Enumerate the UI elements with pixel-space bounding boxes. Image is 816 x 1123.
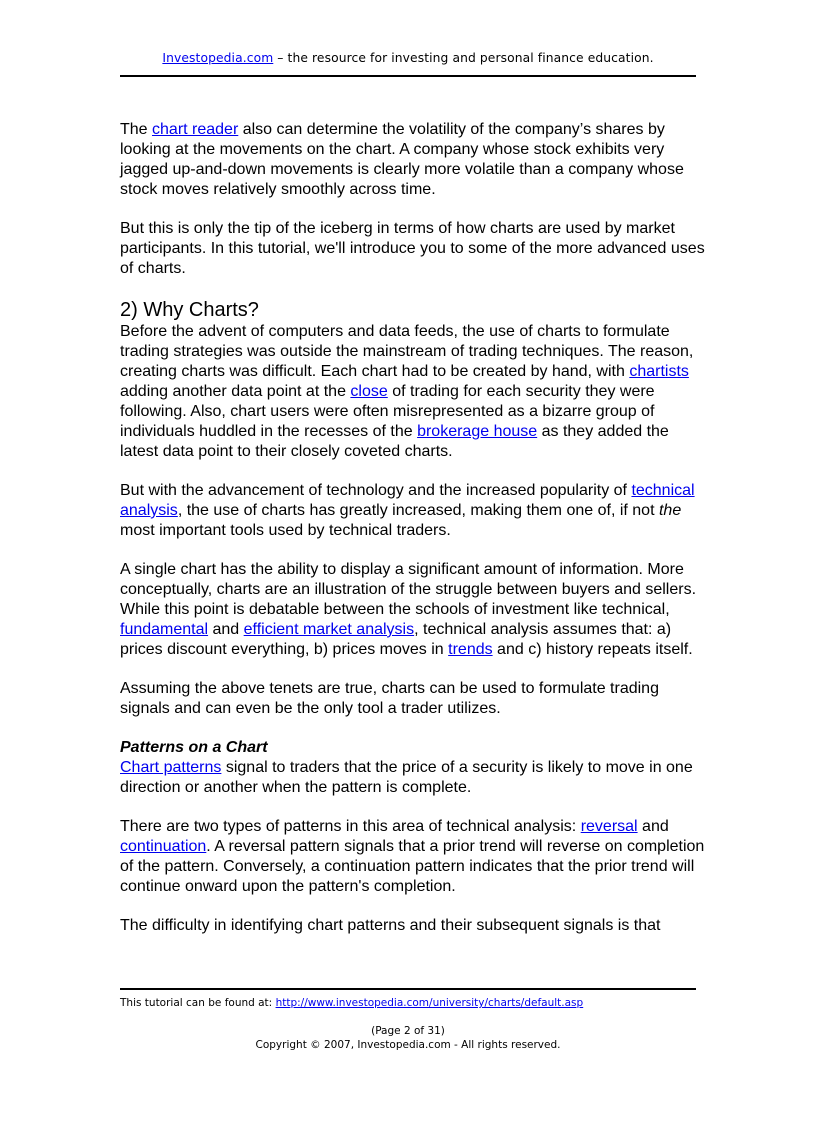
header-divider (120, 75, 696, 77)
footer-source (120, 997, 696, 1009)
technical-analysis-link[interactable]: technical analysis (120, 482, 695, 519)
text: There are two types of patterns in this area of technical analysis: (120, 818, 581, 835)
chart-patterns-link[interactable]: Chart patterns (120, 759, 222, 776)
text: signal to traders that the price of a security is likely to move in one direction or another when the pattern is complete. (120, 759, 693, 796)
paragraph-9: The difficulty in identifying chart patterns and their subsequent signals is that (120, 917, 661, 934)
text: adding another data point at the (120, 383, 351, 400)
continuation-link[interactable]: continuation (120, 838, 207, 855)
text: , technical analysis assumes that: a) prices discount everything, b) prices moves in (120, 621, 672, 658)
text: Before the advent of computers and data feeds, the use of charts to formulate trading strategies was outside the mainstream of trading techniques. The reason, creating charts was difficult. Each chart had to be created by hand, with (120, 323, 694, 380)
text: and c) history repeats itself. (492, 641, 693, 658)
paragraph-4 (120, 481, 710, 541)
section-heading: 2) Why Charts? (120, 299, 259, 321)
text: , the use of charts has greatly increased, making them one of, if not (177, 502, 659, 519)
investopedia-link[interactable]: Investopedia.com (162, 51, 274, 65)
text: also can determine the volatility of the company’s shares by looking at the movements on the chart. A company whose stock exhibits very jagged up-and-down movements is clearly more volatile than a company whose stock moves relatively smoothly across time. (120, 121, 684, 198)
text: . A reversal pattern signals that a prior trend will reverse on completion of the pattern. Conversely, a continuation pattern indicates that the prior trend will continue onward upon the pattern's completion. (120, 838, 705, 895)
paragraph-7 (120, 758, 710, 798)
paragraph-3 (120, 322, 710, 462)
emphasis: the (658, 502, 682, 519)
text: and (637, 818, 669, 835)
tutorial-url-link[interactable]: http://www.investopedia.com/university/charts/default.asp (275, 997, 584, 1009)
article-body (120, 120, 710, 936)
footer-source-label: This tutorial can be found at: (120, 997, 276, 1009)
text: But with the advancement of technology and the increased popularity of (120, 482, 632, 499)
copyright: Copyright © 2007, Investopedia.com - All rights reserved. (255, 1039, 561, 1051)
chart-reader-link[interactable]: chart reader (152, 121, 239, 138)
text: The (120, 121, 153, 138)
subsection-heading: Patterns on a Chart (120, 739, 268, 756)
fundamental-link[interactable]: fundamental (120, 621, 209, 638)
text: most important tools used by technical traders. (120, 522, 451, 539)
footer-divider (120, 988, 696, 990)
paragraph-5 (120, 560, 710, 660)
header-tagline: – the resource for investing and personal finance education. (273, 51, 654, 65)
chartists-link[interactable]: chartists (629, 363, 689, 380)
paragraph-2: But this is only the tip of the iceberg in terms of how charts are used by market participants. In this tutorial, we'll introduce you to some of the more advanced uses of charts. (120, 220, 705, 277)
paragraph-1 (120, 120, 710, 200)
reversal-link[interactable]: reversal (580, 818, 638, 835)
text: of trading for each security they were following. Also, chart users were often misrepresented as a bizarre group of individuals huddled in the recesses of the (120, 383, 655, 440)
brokerage-house-link[interactable]: brokerage house (417, 423, 538, 440)
text: A single chart has the ability to display a significant amount of information. More conceptually, charts are an illustration of the struggle between buyers and sellers. While this point is debatable between the schools of investment like technical, (120, 561, 697, 618)
trends-link[interactable]: trends (448, 641, 493, 658)
page-header (120, 51, 696, 65)
paragraph-6: Assuming the above tenets are true, charts can be used to formulate trading signals and can even be the only tool a trader utilizes. (120, 680, 659, 717)
efficient-market-analysis-link[interactable]: efficient market analysis (243, 621, 415, 638)
text: as they added the latest data point to their closely coveted charts. (120, 423, 669, 460)
text: and (208, 621, 244, 638)
close-link[interactable]: close (350, 383, 388, 400)
paragraph-8 (120, 817, 710, 897)
page-number: (Page 2 of 31) (371, 1025, 445, 1037)
